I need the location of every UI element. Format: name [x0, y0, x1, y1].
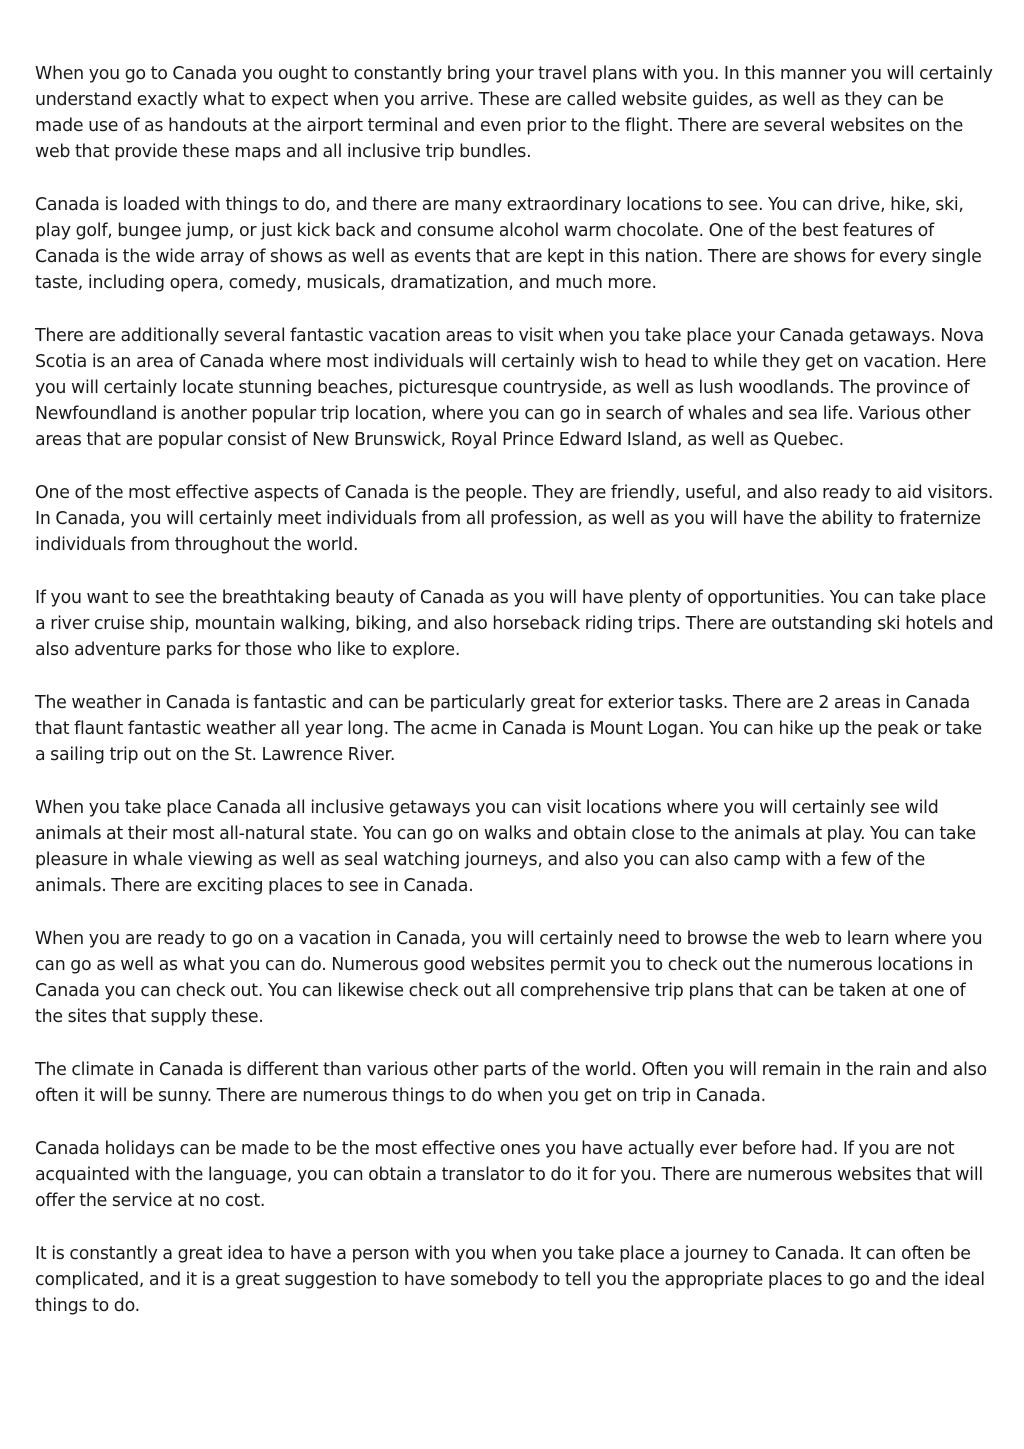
document-body: [35, 61, 995, 1346]
paragraph: If you want to see the breathtaking beauty of Canada as you will have plenty of opportunities. You can take place a river cruise ship, mountain walking, biking, and also horseback riding trips. There are outstanding ski hotels and also adventure parks for those who like to explore.: [35, 588, 994, 660]
paragraph: It is constantly a great idea to have a person with you when you take place a journey to Canada. It can often be complicated, and it is a great suggestion to have somebody to tell you the appropriate places to go and the ideal things to do.: [35, 1244, 985, 1316]
paragraph: When you go to Canada you ought to constantly bring your travel plans with you. In this manner you will certainly understand exactly what to expect when you arrive. These are called website guides, as well as they can be made use of as handouts at the airport terminal and even prior to the flight. There are several websites on the web that provide these maps and all inclusive trip bundles.: [35, 64, 993, 162]
paragraph: There are additionally several fantastic vacation areas to visit when you take place your Canada getaways. Nova Scotia is an area of Canada where most individuals will certainly wish to head to while they get on vacation. Here you will certainly locate stunning beaches, picturesque countryside, as well as lush woodlands. The province of Newfoundland is another popular trip location, where you can go in search of whales and sea life. Various other areas that are popular consist of New Brunswick, Royal Prince Edward Island, as well as Quebec.: [35, 326, 987, 450]
paragraph: The climate in Canada is different than various other parts of the world. Often you will remain in the rain and also often it will be sunny. There are numerous things to do when you get on trip in Canada.: [35, 1060, 987, 1106]
paragraph: Canada is loaded with things to do, and there are many extraordinary locations to see. You can drive, hike, ski, play golf, bungee jump, or just kick back and consume alcohol warm chocolate. One of the best features of Canada is the wide array of shows as well as events that are kept in this nation. There are shows for every single taste, including opera, comedy, musicals, dramatization, and much more.: [35, 195, 982, 293]
paragraph: When you take place Canada all inclusive getaways you can visit locations where you will certainly see wild animals at their most all-natural state. You can go on walks and obtain close to the animals at play. You can take pleasure in whale viewing as well as seal watching journeys, and also you can also camp with a few of the animals. There are exciting places to see in Canada.: [35, 798, 976, 896]
paragraph: One of the most effective aspects of Canada is the people. They are friendly, useful, and also ready to aid visitors. In Canada, you will certainly meet individuals from all profession, as well as you will have the ability to fraternize individuals from throughout the world.: [35, 483, 994, 555]
paragraph: Canada holidays can be made to be the most effective ones you have actually ever before had. If you are not acquainted with the language, you can obtain a translator to do it for you. There are numerous websites that will offer the service at no cost.: [35, 1139, 983, 1211]
paragraph: The weather in Canada is fantastic and can be particularly great for exterior tasks. There are 2 areas in Canada that flaunt fantastic weather all year long. The acme in Canada is Mount Logan. You can hike up the peak or take a sailing trip out on the St. Lawrence River.: [35, 693, 982, 765]
paragraph: When you are ready to go on a vacation in Canada, you will certainly need to browse the web to learn where you can go as well as what you can do. Numerous good websites permit you to check out the numerous locations in Canada you can check out. You can likewise check out all comprehensive trip plans that can be taken at one of the sites that supply these.: [35, 929, 983, 1027]
